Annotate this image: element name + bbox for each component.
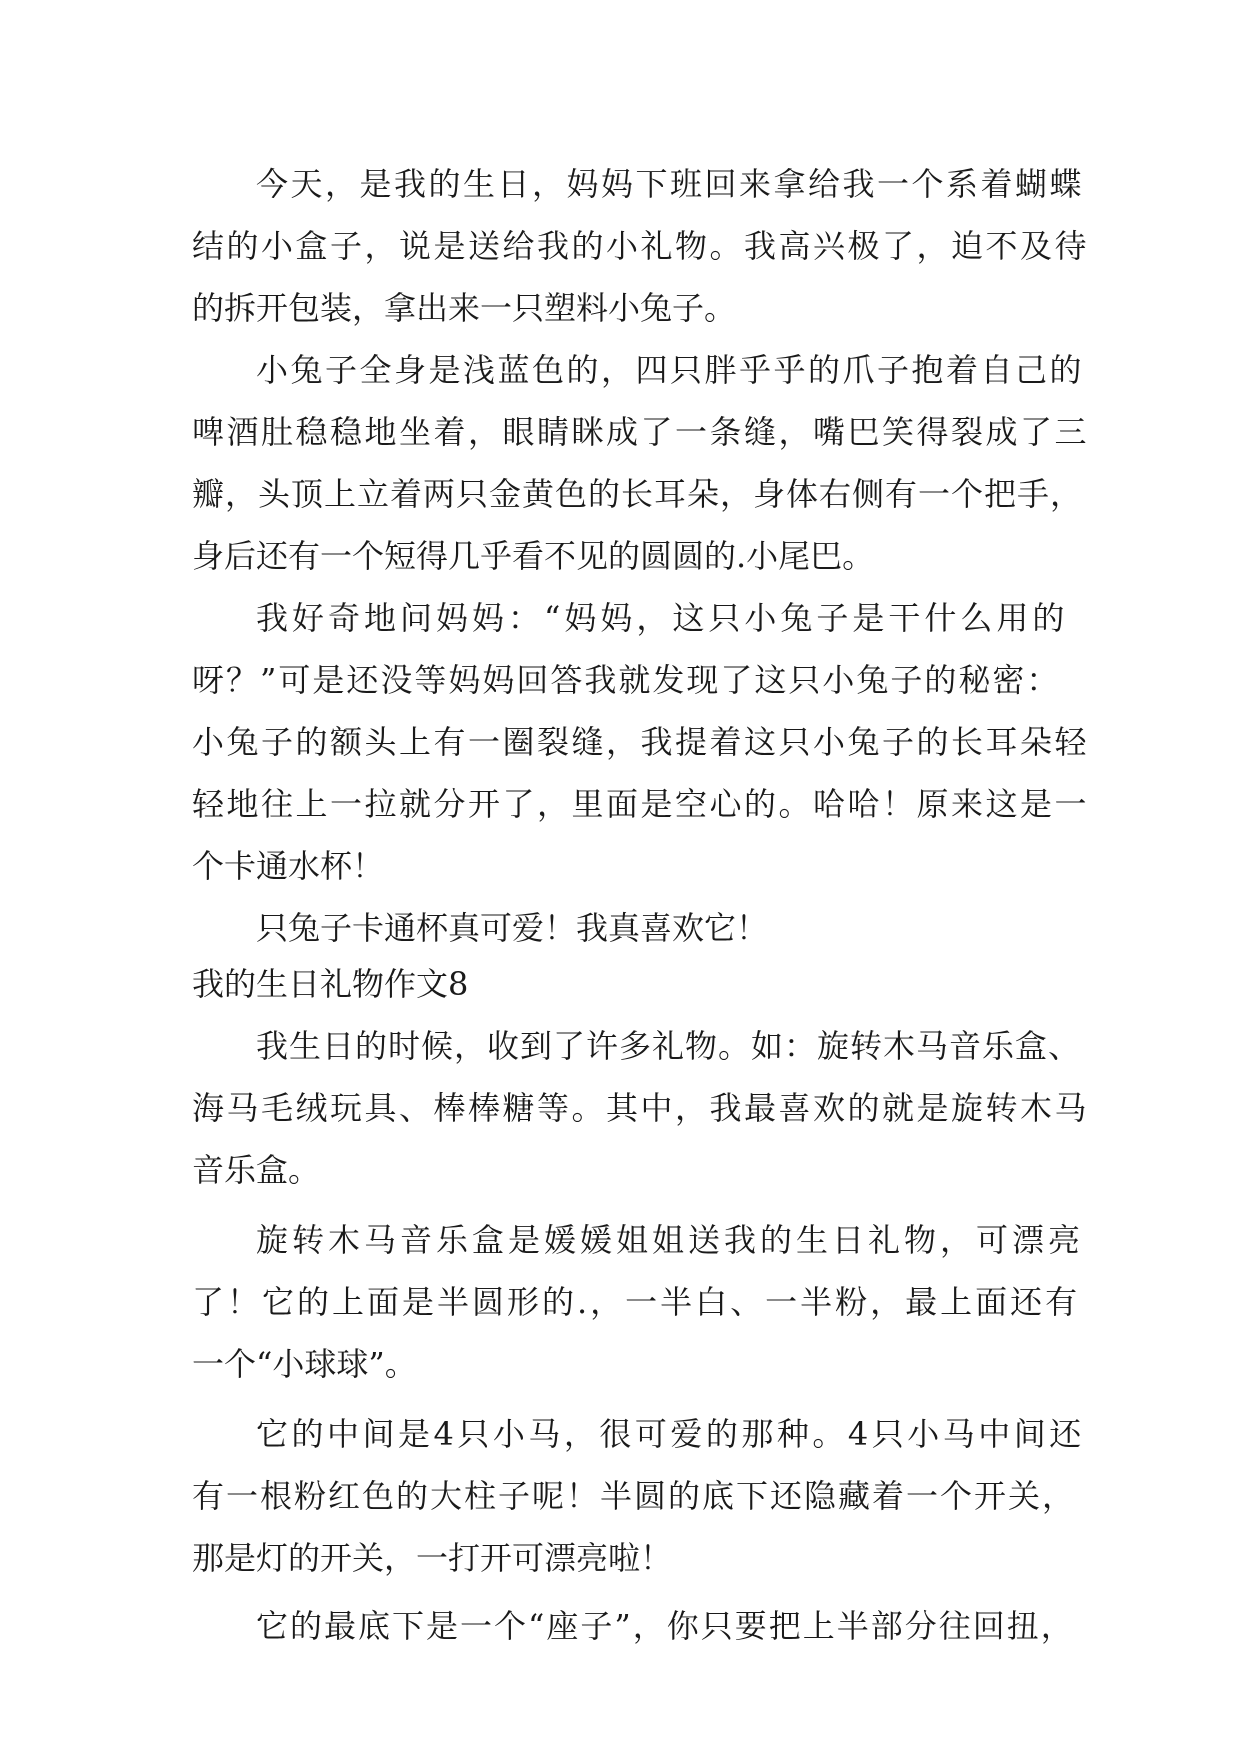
paragraph-line: 我好奇地问妈妈：“妈妈，这只小兔子是干什么用的	[256, 599, 1069, 637]
paragraph-line: 轻地往上一拉就分开了，里面是空心的。哈哈！原来这是一	[192, 785, 1090, 823]
paragraph-line: 呀？”可是还没等妈妈回答我就发现了这只小兔子的秘密：	[192, 661, 1061, 699]
paragraph-line: 瓣，头顶上立着两只金黄色的长耳朵，身体右侧有一个把手，	[192, 475, 1084, 513]
paragraph-line: 一个“小球球”。	[192, 1345, 417, 1383]
paragraph-line: 的拆开包装，拿出来一只塑料小兔子。	[192, 289, 737, 327]
paragraph-line: 它的最底下是一个“座子”，你只要把上半部分往回扭，	[256, 1607, 1075, 1645]
paragraph-line: 旋转木马音乐盒是媛媛姐姐送我的生日礼物，可漂亮	[256, 1221, 1085, 1259]
paragraph-line: 它的中间是4只小马，很可爱的那种。4只小马中间还	[256, 1415, 1085, 1453]
paragraph-line: 我生日的时候，收到了许多礼物。如：旋转木马音乐盒、	[256, 1027, 1082, 1065]
paragraph-line: 海马毛绒玩具、棒棒糖等。其中，我最喜欢的就是旋转木马	[192, 1089, 1090, 1127]
paragraph-line: 了！它的上面是半圆形的.，一半白、一半粉，最上面还有	[192, 1283, 1081, 1321]
paragraph-line: 音乐盒。	[192, 1151, 321, 1189]
paragraph-line: 只兔子卡通杯真可爱！我真喜欢它！	[256, 909, 769, 947]
paragraph-line: 身后还有一个短得几乎看不见的圆圆的.小尾巴。	[192, 537, 875, 575]
paragraph-line: 啤酒肚稳稳地坐着，眼睛眯成了一条缝，嘴巴笑得裂成了三	[192, 413, 1090, 451]
paragraph-line: 那是灯的开关，一打开可漂亮啦！	[192, 1539, 673, 1577]
paragraph-line: 今天，是我的生日，妈妈下班回来拿给我一个系着蝴蝶	[256, 165, 1085, 203]
paragraph-line: 小兔子的额头上有一圈裂缝，我提着这只小兔子的长耳朵轻	[192, 723, 1090, 761]
paragraph-line: 小兔子全身是浅蓝色的，四只胖乎乎的爪子抱着自己的	[256, 351, 1085, 389]
paragraph-line: 结的小盒子，说是送给我的小礼物。我高兴极了，迫不及待	[192, 227, 1090, 265]
paragraph-line: 个卡通水杯！	[192, 847, 385, 885]
section-heading: 我的生日礼物作文8	[192, 965, 469, 1003]
paragraph-line: 有一根粉红色的大柱子呢！半圆的底下还隐藏着一个开关，	[192, 1477, 1077, 1515]
